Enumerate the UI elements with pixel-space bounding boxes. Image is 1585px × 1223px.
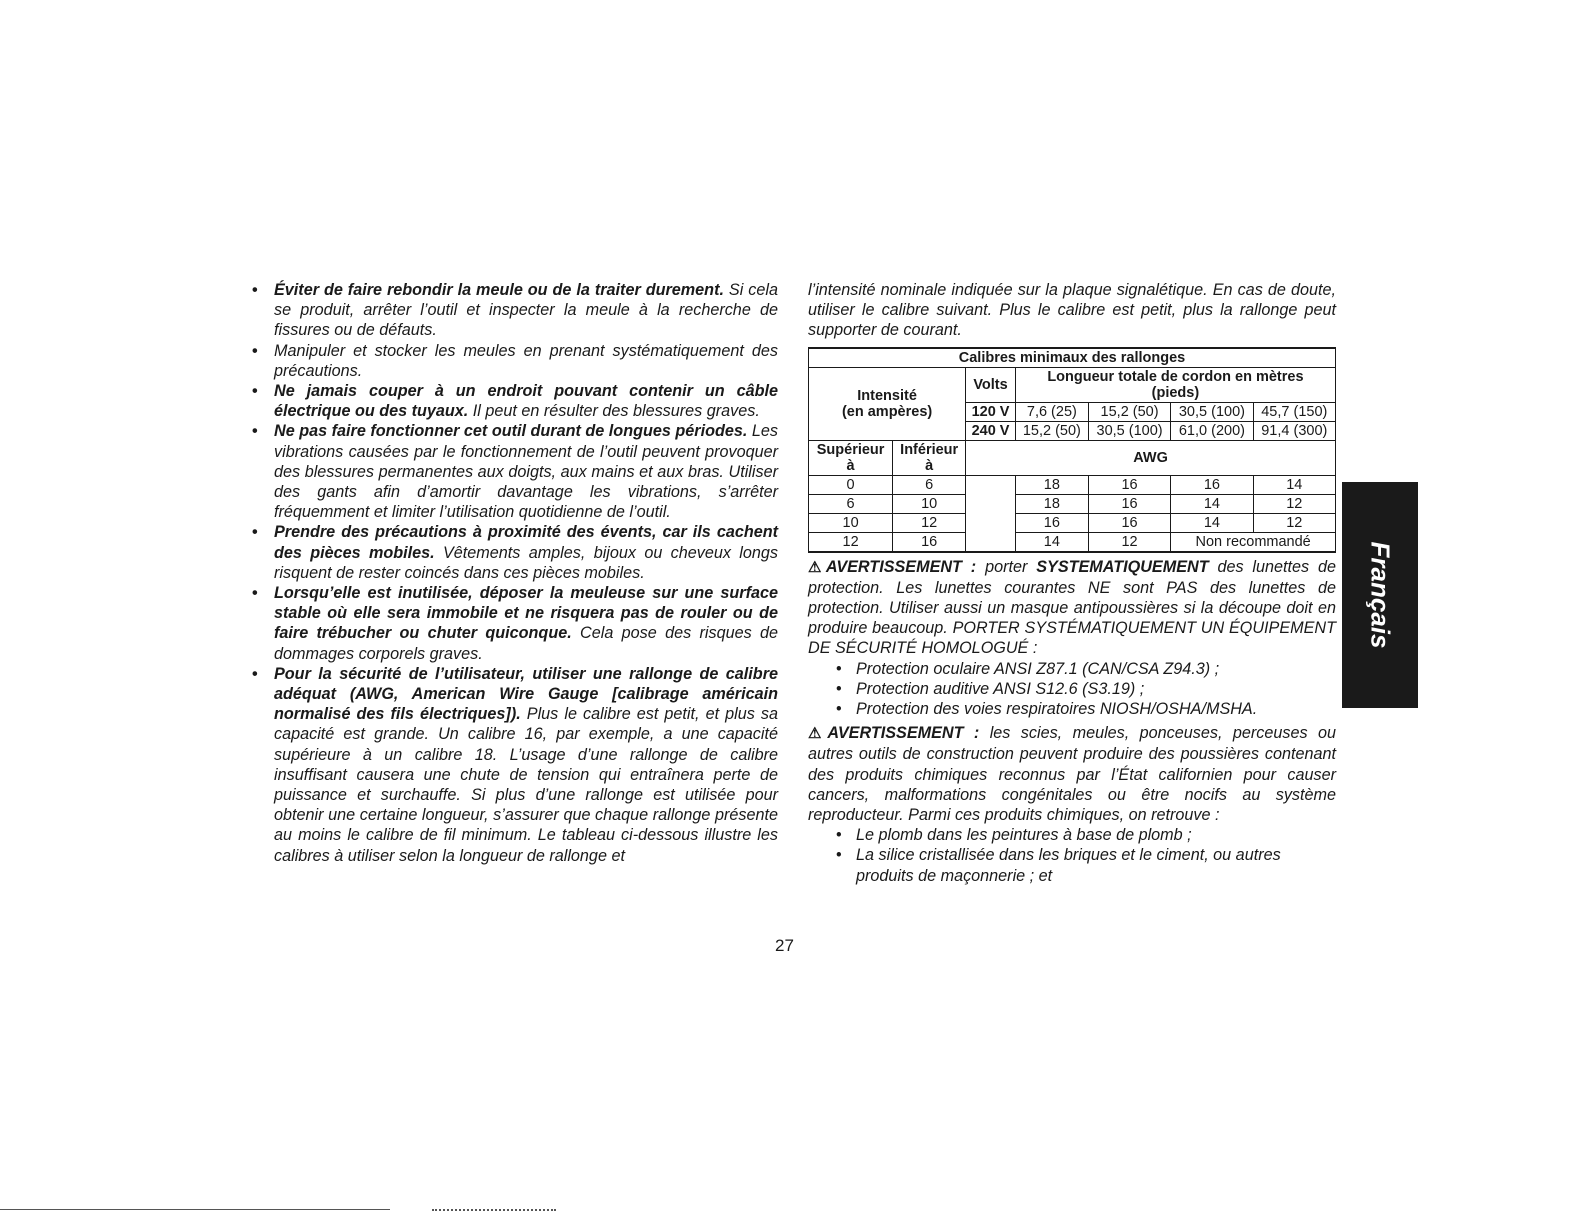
chemicals-list: [808, 825, 1336, 886]
table-row: 0 6 18 16 16 14: [809, 475, 1336, 494]
warning-triangle-icon: ⚠: [808, 725, 828, 743]
table-cell: 15,2 (50): [1088, 402, 1170, 421]
warning-triangle-icon: ⚠: [808, 558, 826, 576]
language-tab-label: Français: [1365, 541, 1396, 649]
table-cell: 30,5 (100): [1171, 402, 1253, 421]
protection-list: [808, 659, 1336, 720]
table-row: 6 10 18 16 14 12: [809, 494, 1336, 513]
table-cell: 15,2 (50): [1015, 421, 1088, 440]
safety-list: [248, 280, 778, 866]
intro-paragraph: l’intensité nominale indiquée sur la plaque signalétique. En cas de doute, utiliser le calibre suivant. Plus le calibre est petit, plus la rallonge peut supporter de courant.: [808, 281, 1336, 340]
table-cell: 7,6 (25): [1015, 402, 1088, 421]
table-cell: 45,7 (150): [1253, 402, 1335, 421]
list-item: • Protection des voies respiratoires NIOSH/OSHA/MSHA.: [856, 699, 1336, 719]
volts-120: 120 V: [966, 402, 1016, 421]
table-title: Calibres minimaux des rallonges: [809, 348, 1336, 368]
volts-header: Volts: [966, 367, 1016, 402]
footer-rule-dotted: [432, 1209, 556, 1211]
length-header: Longueur totale de cordon en mètres (pieds): [1015, 367, 1335, 402]
table-cell: 30,5 (100): [1088, 421, 1170, 440]
blank-cell: [966, 475, 1016, 552]
intensity-header: Intensité (en ampères): [809, 367, 966, 440]
awg-header: AWG: [966, 440, 1336, 475]
list-item: • Protection auditive ANSI S12.6 (S3.19) ;: [856, 679, 1336, 699]
left-column: [248, 280, 778, 866]
footer-rule: [0, 1209, 390, 1210]
list-item: • Manipuler et stocker les meules en prenant systématiquement des précautions.: [248, 341, 778, 381]
language-tab: [1342, 482, 1418, 708]
list-item: • Le plomb dans les peintures à base de plomb ;: [856, 825, 1336, 845]
volts-240: 240 V: [966, 421, 1016, 440]
extension-cord-table: [808, 347, 1336, 553]
table-row: 10 12 16 16 14 12: [809, 513, 1336, 532]
table-cell: 91,4 (300): [1253, 421, 1335, 440]
list-item: • Pour la sécurité de l’utilisateur, utiliser une rallonge de calibre adéquat (AWG, American Wire Gauge [calibrage américain normalisé des fils électriques]). Plus le calibre est petit, et plus sa capacité est grande. Un calibre 16, par exemple, a une capacité supérieure à un calibre 18. L’usage d’une rallonge de calibre insuffisant causera une chute de tension qui entraînera perte de puissance et surchauffe. Si plus d’une rallonge est utilisée pour obtenir une certaine longueur, s’assurer que chaque rallonge présente au moins le calibre de fil minimum. Le tableau ci-dessous illustre les calibres à utiliser selon la longueur de rallonge et: [248, 664, 778, 866]
list-item: • Ne pas faire fonctionner cet outil durant de longues périodes. Les vibrations causées par le fonctionnement de l’outil peuvent provoquer des blessures permanentes aux doigts, aux mains et aux bras. Utiliser des gants afin d’amortir davantage les vibrations, s’arrêter fréquemment et limiter l’utilisation quotidienne de l’outil.: [248, 421, 778, 522]
list-item: • Ne jamais couper à un endroit pouvant contenir un câble électrique ou des tuyaux. Il peut en résulter des blessures graves.: [248, 381, 778, 421]
table-row: 12 16 14 12 Non recommandé: [809, 532, 1336, 552]
list-item: • Lorsqu’elle est inutilisée, déposer la meuleuse sur une surface stable où elle sera immobile et ne risquera pas de rouler ou de faire trébucher ou chuter quiconque. Cela pose des risques de dommages corporels graves.: [248, 583, 778, 664]
table-cell: 61,0 (200): [1171, 421, 1253, 440]
warning-dust-chemicals: ⚠AVERTISSEMENT : les scies, meules, ponceuses, perceuses ou autres outils de construction peuvent produire des poussières contenant des produits chimiques reconnus par l’État californien pour causer cancers, malformations congénitales ou être nocifs au système reproducteur. Parmi ces produits chimiques, on retrouve :: [808, 724, 1336, 825]
list-item: • Éviter de faire rebondir la meule ou de la traiter durement. Si cela se produit, arrêter l’outil et inspecter la meule à la recherche de fissures ou de défauts.: [248, 280, 778, 341]
list-item: • Protection oculaire ANSI Z87.1 (CAN/CSA Z94.3) ;: [856, 659, 1336, 679]
right-column: [808, 280, 1336, 886]
inf-header: Inférieur à: [893, 440, 966, 475]
sup-header: Supérieur à: [809, 440, 893, 475]
list-item: • La silice cristallisée dans les briques et le ciment, ou autres produits de maçonnerie ; et: [856, 845, 1336, 885]
page-number: 27: [775, 936, 794, 955]
list-item: • Prendre des précautions à proximité des évents, car ils cachent des pièces mobiles. Vêtements amples, bijoux ou cheveux longs risquent de rester coincés dans ces pièces mobiles.: [248, 522, 778, 583]
warning-eye-protection: ⚠AVERTISSEMENT : porter SYSTEMATIQUEMENT des lunettes de protection. Les lunettes courantes NE sont PAS des lunettes de protection. Utiliser aussi un masque antipoussières si la découpe doit en produire beaucoup. PORTER SYSTÉMATIQUEMENT UN ÉQUIPEMENT DE SÉCURITÉ HOMOLOGUÉ :: [808, 557, 1336, 658]
